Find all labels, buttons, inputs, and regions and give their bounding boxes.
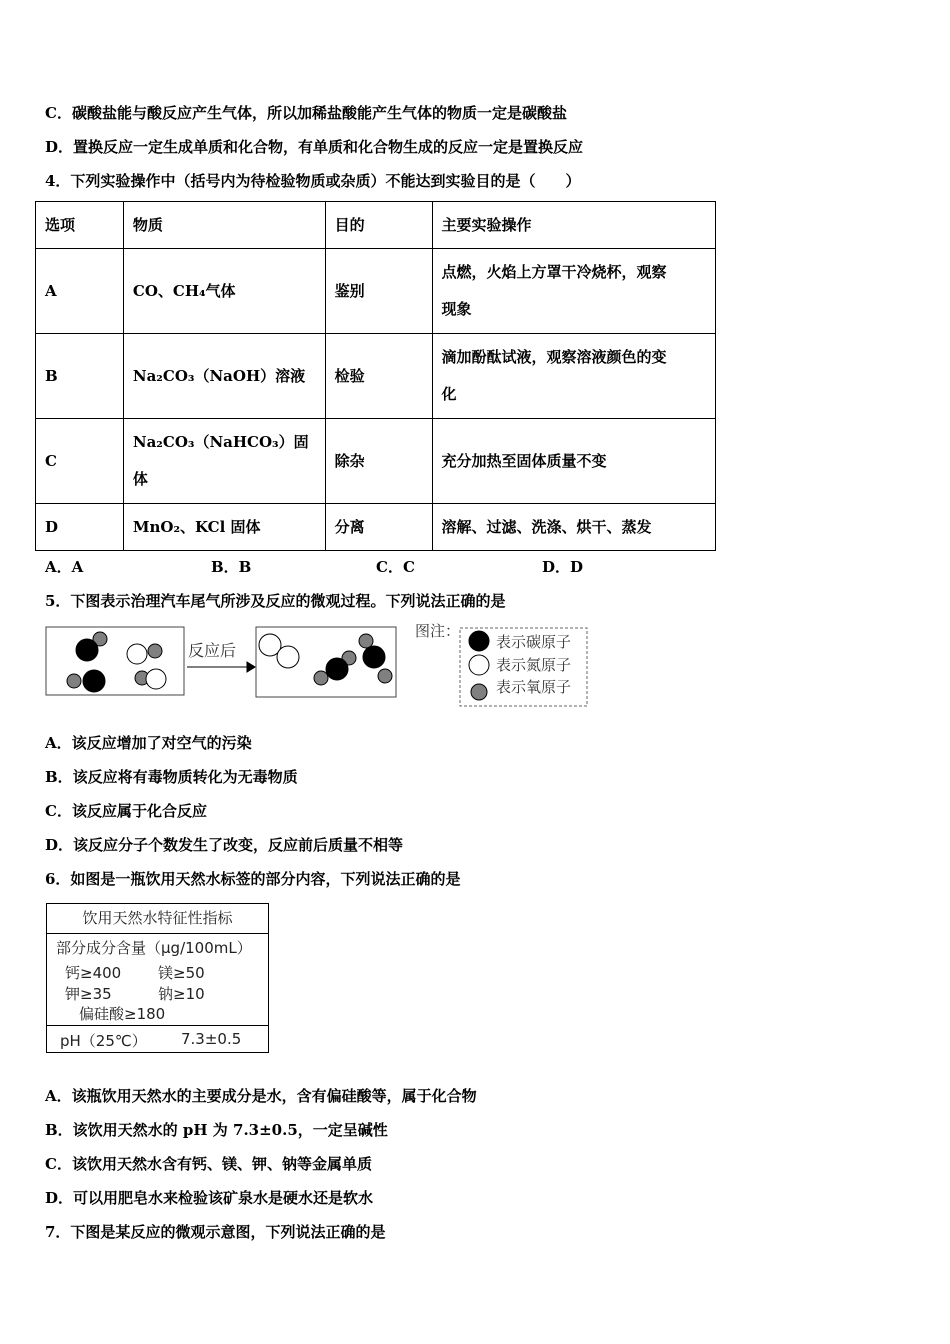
table-cell-operation: 溶解、过滤、洗涤、烘干、蒸发 (432, 504, 716, 551)
table-header-row (36, 202, 716, 249)
table-cell-operation (432, 249, 716, 334)
operation-line-1: 点燃，火焰上方罩干冷烧杯，观察 (441, 263, 667, 281)
q5-option-b[interactable]: B．该反应将有毒物质转化为无毒物质 (45, 768, 298, 786)
water-label-title: 饮用天然水特征性指标 (47, 904, 268, 934)
q6-stem: 6．如图是一瓶饮用天然水标签的部分内容，下列说法正确的是 (45, 870, 461, 888)
carbon-atom (83, 670, 105, 692)
q3-option-c: C．碳酸盐能与酸反应产生气体，所以加稀盐酸能产生气体的物质一定是碳酸盐 (45, 104, 567, 122)
q6-option-c[interactable]: C．该饮用天然水含有钙、镁、钾、钠等金属单质 (45, 1155, 372, 1173)
magnesium-value: 镁≥50 (158, 964, 205, 982)
table-row (36, 249, 716, 334)
q5-reaction-diagram (44, 620, 594, 712)
table-cell-goal: 检验 (325, 334, 432, 419)
oxygen-atom (67, 674, 81, 688)
q4-option-b[interactable]: B．B (211, 558, 252, 576)
table-header-operation: 主要实验操作 (432, 202, 716, 249)
q4-table (35, 201, 716, 551)
operation-line-2: 现象 (441, 300, 472, 318)
table-cell-goal: 分离 (325, 504, 432, 551)
q5-option-a[interactable]: A．该反应增加了对空气的污染 (45, 734, 252, 752)
q6-option-a[interactable]: A．该瓶饮用天然水的主要成分是水，含有偏硅酸等，属于化合物 (45, 1087, 477, 1105)
operation-line-2: 化 (441, 385, 457, 403)
water-label-contents (47, 933, 268, 1026)
oxygen-atom (314, 671, 328, 685)
oxygen-legend-icon (471, 684, 487, 700)
table-row (36, 419, 716, 504)
table-header-goal: 目的 (325, 202, 432, 249)
sodium-value: 钠≥10 (158, 985, 205, 1003)
table-header-substance: 物质 (123, 202, 325, 249)
calcium-value: 钙≥400 (65, 964, 122, 982)
table-cell-substance: MnO₂、KCl 固体 (123, 504, 325, 551)
table-cell-option: C (36, 419, 124, 504)
carbon-atom (326, 658, 348, 680)
oxygen-atom (148, 644, 162, 658)
table-cell-option: A (36, 249, 124, 334)
reaction-arrow-head (247, 662, 255, 672)
q5-option-d[interactable]: D．该反应分子个数发生了改变，反应前后质量不相等 (45, 836, 404, 854)
legend-carbon-label: 表示碳原子 (496, 633, 572, 651)
q6-option-d[interactable]: D．可以用肥皂水来检验该矿泉水是硬水还是软水 (45, 1189, 374, 1207)
oxygen-atom (378, 669, 392, 683)
q5-stem: 5．下图表示治理汽车尾气所涉及反应的微观过程。下列说法正确的是 (45, 592, 506, 610)
q7-stem: 7．下图是某反应的微观示意图，下列说法正确的是 (45, 1223, 386, 1241)
q3-option-d: D．置换反应一定生成单质和化合物，有单质和化合物生成的反应一定是置换反应 (45, 138, 584, 156)
q4-option-a[interactable]: A．A (45, 558, 84, 576)
q4-option-d[interactable]: D．D (542, 558, 584, 576)
oxygen-atom (359, 634, 373, 648)
table-cell-operation: 充分加热至固体质量不变 (432, 419, 716, 504)
q5-option-c[interactable]: C．该反应属于化合反应 (45, 802, 207, 820)
water-label-box (46, 903, 269, 1053)
carbon-atom (76, 639, 98, 661)
legend-oxygen-label: 表示氧原子 (496, 678, 572, 696)
table-header-option: 选项 (36, 202, 124, 249)
ph-value: 7.3±0.5 (181, 1030, 242, 1048)
nitrogen-atom (127, 644, 147, 664)
carbon-atom (363, 646, 385, 668)
metasilicic-acid-value: 偏硅酸≥180 (79, 1005, 166, 1023)
carbon-legend-icon (469, 631, 489, 651)
ph-label: pH（25℃） (60, 1032, 147, 1050)
table-cell-operation (432, 334, 716, 419)
table-row (36, 504, 716, 551)
table-cell-substance (123, 419, 325, 504)
nitrogen-atom (277, 646, 299, 668)
operation-line-1: 滴加酚酞试液，观察溶液颜色的变 (441, 348, 667, 366)
table-cell-substance: CO、CH₄气体 (123, 249, 325, 334)
arrow-label: 反应后 (188, 641, 237, 660)
nitrogen-legend-icon (469, 655, 489, 675)
legend-nitrogen-label: 表示氮原子 (496, 656, 572, 674)
table-cell-option: D (36, 504, 124, 551)
table-row (36, 334, 716, 419)
potassium-value: 钾≥35 (65, 985, 112, 1003)
legend-title: 图注： (415, 622, 461, 640)
table-cell-substance: Na₂CO₃（NaOH）溶液 (123, 334, 325, 419)
substance-line-2: 体 (132, 470, 148, 488)
table-cell-goal: 鉴别 (325, 249, 432, 334)
q6-option-b[interactable]: B．该饮用天然水的 pH 为 7.3±0.5，一定呈碱性 (45, 1121, 388, 1139)
substance-line-1: Na₂CO₃（NaHCO₃）固 (132, 433, 309, 451)
water-label-subtitle: 部分成分含量（μg/100mL） (56, 939, 252, 957)
q4-option-c[interactable]: C．C (376, 558, 415, 576)
table-cell-goal: 除杂 (325, 419, 432, 504)
table-cell-option: B (36, 334, 124, 419)
nitrogen-atom (146, 669, 166, 689)
q4-stem: 4．下列实验操作中（括号内为待检验物质或杂质）不能达到实验目的是（ ） (45, 172, 581, 190)
